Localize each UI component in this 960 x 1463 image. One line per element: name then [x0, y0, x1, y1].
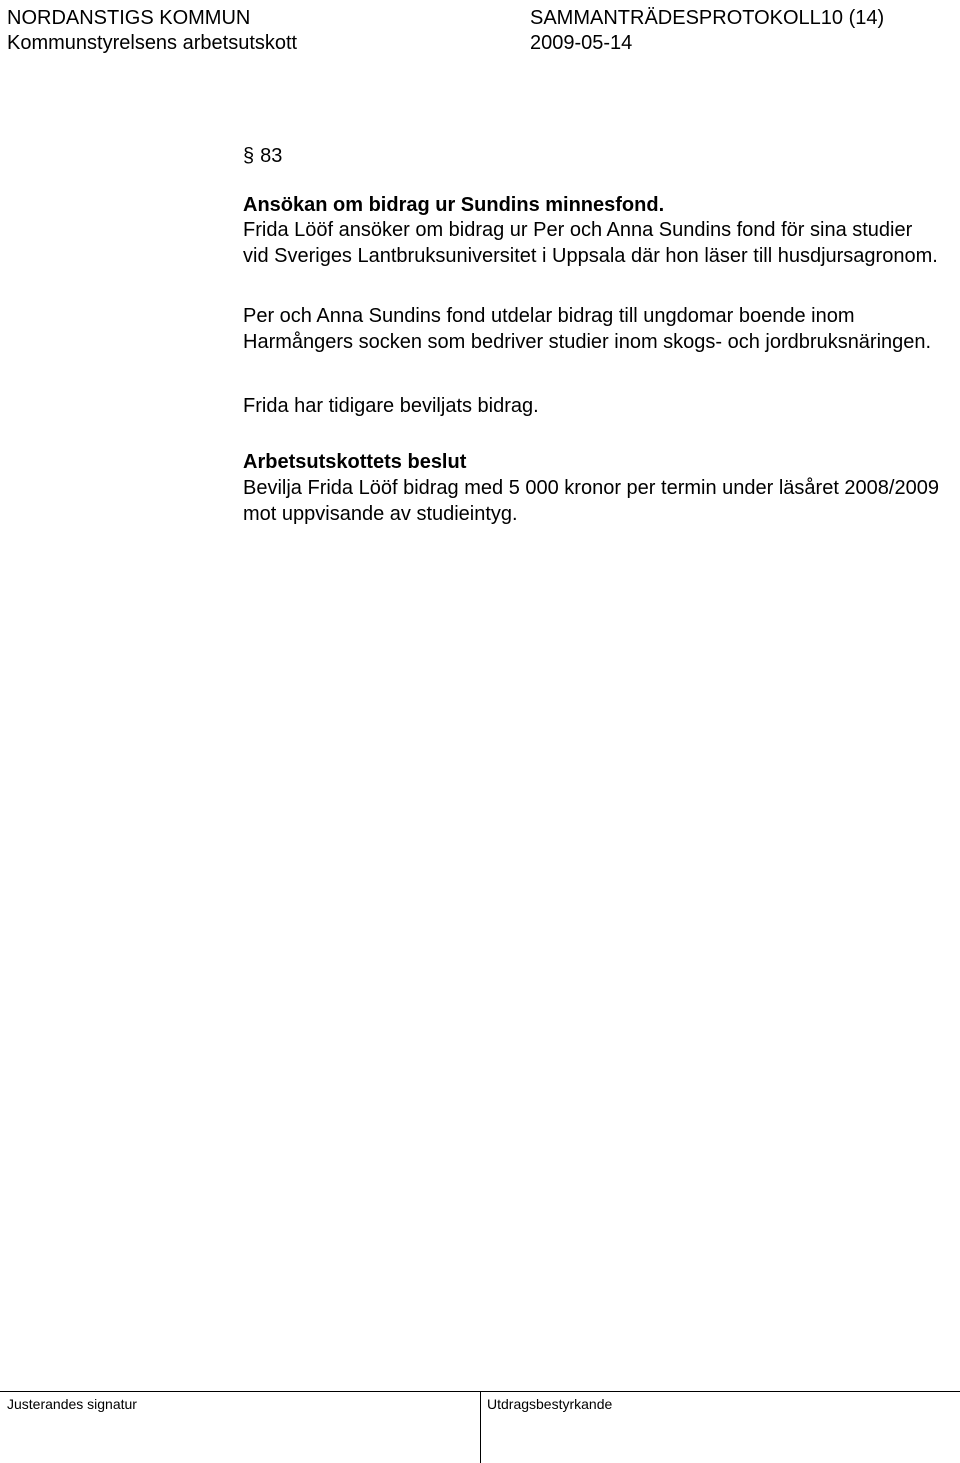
document-type: SAMMANTRÄDESPROTOKOLL10 (14)	[530, 7, 885, 29]
item-title: Ansökan om bidrag ur Sundins minnesfond.	[243, 194, 665, 216]
certification-label: Utdragsbestyrkande	[487, 1396, 613, 1412]
paragraph-text: Per och Anna Sundins fond utdelar bidrag till ungdomar boende inom Harmångers socken som bedriver studier inom skogs- och jordbruksnäringen.	[243, 305, 932, 353]
board-name: Kommunstyrelsens arbetsutskott	[7, 32, 298, 54]
footer-column-divider	[480, 1391, 481, 1463]
paragraph-text: Frida Lööf ansöker om bidrag ur Per och Anna Sundins fond för sina studier vid Sveriges Lantbruksuniversitet i Uppsala där hon läser till husdjursagronom.	[243, 219, 938, 267]
decision-text	[243, 475, 943, 527]
meeting-date: 2009-05-14	[530, 32, 633, 54]
section-sign: §	[243, 145, 255, 167]
paragraph-text: Bevilja Frida Lööf bidrag med 5 000 kronor per termin under läsåret 2008/2009 mot uppvisande av studieintyg.	[243, 477, 939, 525]
paragraph-application	[243, 217, 943, 269]
paragraph-fund-description	[243, 303, 943, 355]
paragraph-previous-grant	[243, 393, 943, 419]
section-number	[243, 143, 943, 169]
organization-name: NORDANSTIGS KOMMUN	[7, 7, 251, 29]
signature-label: Justerandes signatur	[7, 1396, 137, 1412]
decision-heading: Arbetsutskottets beslut	[243, 451, 467, 473]
paragraph-text: Frida har tidigare beviljats bidrag.	[243, 395, 539, 417]
section-number-value: 83	[260, 145, 283, 167]
